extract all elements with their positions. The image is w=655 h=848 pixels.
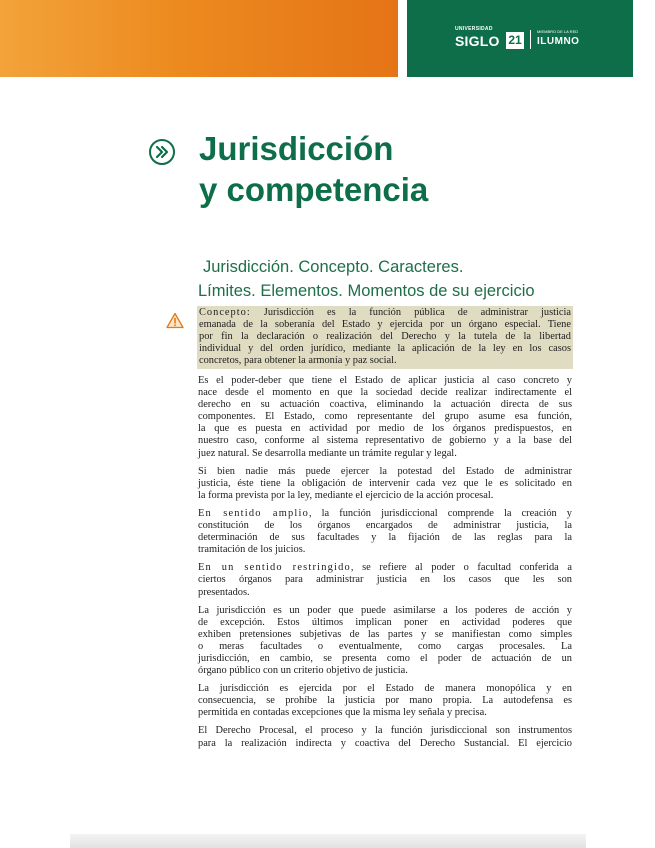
text-line: La jurisdicción es ejercida por el Estado de manera monopólica y en <box>198 683 572 695</box>
text-line: La jurisdicción es un poder que puede asimilarse a los poderes de acción y <box>198 604 572 616</box>
logo-universidad: UNIVERSIDAD <box>455 26 493 32</box>
text-line: la forma prevista por la ley, mediante el ejercicio de la acción procesal. <box>198 489 494 501</box>
text-line: derecho en su actuación coactiva, eliminando la actuación directa de sus <box>198 399 572 411</box>
text-line <box>198 562 572 574</box>
text-line: presentados. <box>198 586 250 598</box>
emphasis-lead: En un sentido restringido <box>198 562 351 574</box>
concept-line: concretos, para obtener la armonía y paz social. <box>199 355 397 367</box>
paragraph <box>198 466 572 502</box>
emphasis-lead: En sentido amplio <box>198 507 309 519</box>
concept-line: individual y del orden jurídico, mediante la aplicación de la ley en los casos <box>199 343 571 355</box>
text-line: ciertos órganos para administrar justicia en los casos que les son <box>198 574 572 586</box>
title-line-2: y competencia <box>199 171 429 208</box>
concept-line: emanada de la soberanía del Estado y ejercida por un órgano especial. Tiene <box>199 319 571 331</box>
logo-number: 21 <box>506 32 524 49</box>
text-line: órgano público con un criterio objetivo de justicia. <box>198 665 408 677</box>
text-line: determinación de sus facultades y la fijación de las reglas para la <box>198 532 572 544</box>
paragraph <box>198 508 572 556</box>
logo-siglo: SIGLO <box>455 33 500 49</box>
text-line: jurisdicción, en cambio, se presenta como el poder de actuación de un <box>198 652 572 664</box>
text-line: nace desde el momento en que la sociedad decide realizar indirectamente el <box>198 387 572 399</box>
concept-line <box>199 307 571 319</box>
footer-bar <box>70 834 586 848</box>
concept-term: Concepto: <box>199 307 251 318</box>
paragraph <box>198 375 572 460</box>
concept-box <box>197 306 573 369</box>
text-line: componentes. El Estado, como representante del grupo asume esa función, <box>198 411 572 423</box>
text-line: la que es puesta en actividad por medio de los órganos predispuestos, en <box>198 423 572 435</box>
text-line: consecuencia, se prohíbe la justicia por mano propia. La autodefensa es <box>198 695 572 707</box>
double-chevron-right-icon <box>148 138 176 166</box>
text-line: exhiben pretensiones subjetivas de las partes y se manifiestan como simples <box>198 628 572 640</box>
text-line: Es el poder-deber que tiene el Estado de aplicar justicia al caso concreto y <box>198 375 572 386</box>
body-text <box>198 375 572 756</box>
text-line: para la realización indirecta y coactiva del Derecho Sustancial. El ejercicio <box>198 737 572 749</box>
text-line: nuestro caso, conforme al sistema representativo de gobierno y a la base del <box>198 435 572 447</box>
header-orange-band <box>0 0 398 77</box>
text-line-rest: , la función jurisdiccional comprende la creación y <box>308 507 572 519</box>
logo-separator <box>530 30 531 49</box>
text-line: Si bien nadie más puede ejercer la potestad del Estado de administrar <box>198 465 572 477</box>
paragraph <box>198 725 572 749</box>
text-line: de excepción. Estos últimos implican poner en actividad poderes que <box>198 616 572 628</box>
text-line-rest: , se refiere al poder o facultad conferida a <box>350 562 572 574</box>
subtitle-line-1: Jurisdicción. Concepto. Caracteres. <box>203 258 464 276</box>
text-line: juez natural. Se desarrolla mediante un trámite regular y legal. <box>198 447 457 459</box>
logo-ilumno: ILUMNO <box>537 36 580 47</box>
text-line: o meras facultades o eventualmente, como cargas procesales. La <box>198 640 572 652</box>
text-line: permitida en contadas excepciones que la misma ley señala y precisa. <box>198 707 487 719</box>
concept-line: por fin la declaración o realización del Derecho y la tutela de la libertad <box>199 331 571 343</box>
title-line-1: Jurisdicción <box>199 130 394 167</box>
subtitle-line-2: Límites. Elementos. Momentos de su ejercicio <box>198 282 535 300</box>
section-subtitle <box>198 255 535 303</box>
text-line <box>198 508 572 520</box>
paragraph <box>198 605 572 678</box>
warning-icon <box>166 312 184 329</box>
text-line: justicia, éste tiene la obligación de intervenir cada vez que le es solicitado en <box>198 477 572 489</box>
page-title <box>199 128 428 210</box>
text-line: constitución de los órganos encargados de administrar justicia, la <box>198 520 572 532</box>
paragraph <box>198 562 572 598</box>
logo-miembro: MIEMBRO DE LA RED <box>537 29 579 34</box>
text-line: tramitación de los juicios. <box>198 544 306 556</box>
concept-line-text: Jurisdicción es la función pública de administrar justicia <box>263 307 571 318</box>
paragraph <box>198 683 572 719</box>
text-line: El Derecho Procesal, el proceso y la función jurisdiccional son instrumentos <box>198 725 572 737</box>
